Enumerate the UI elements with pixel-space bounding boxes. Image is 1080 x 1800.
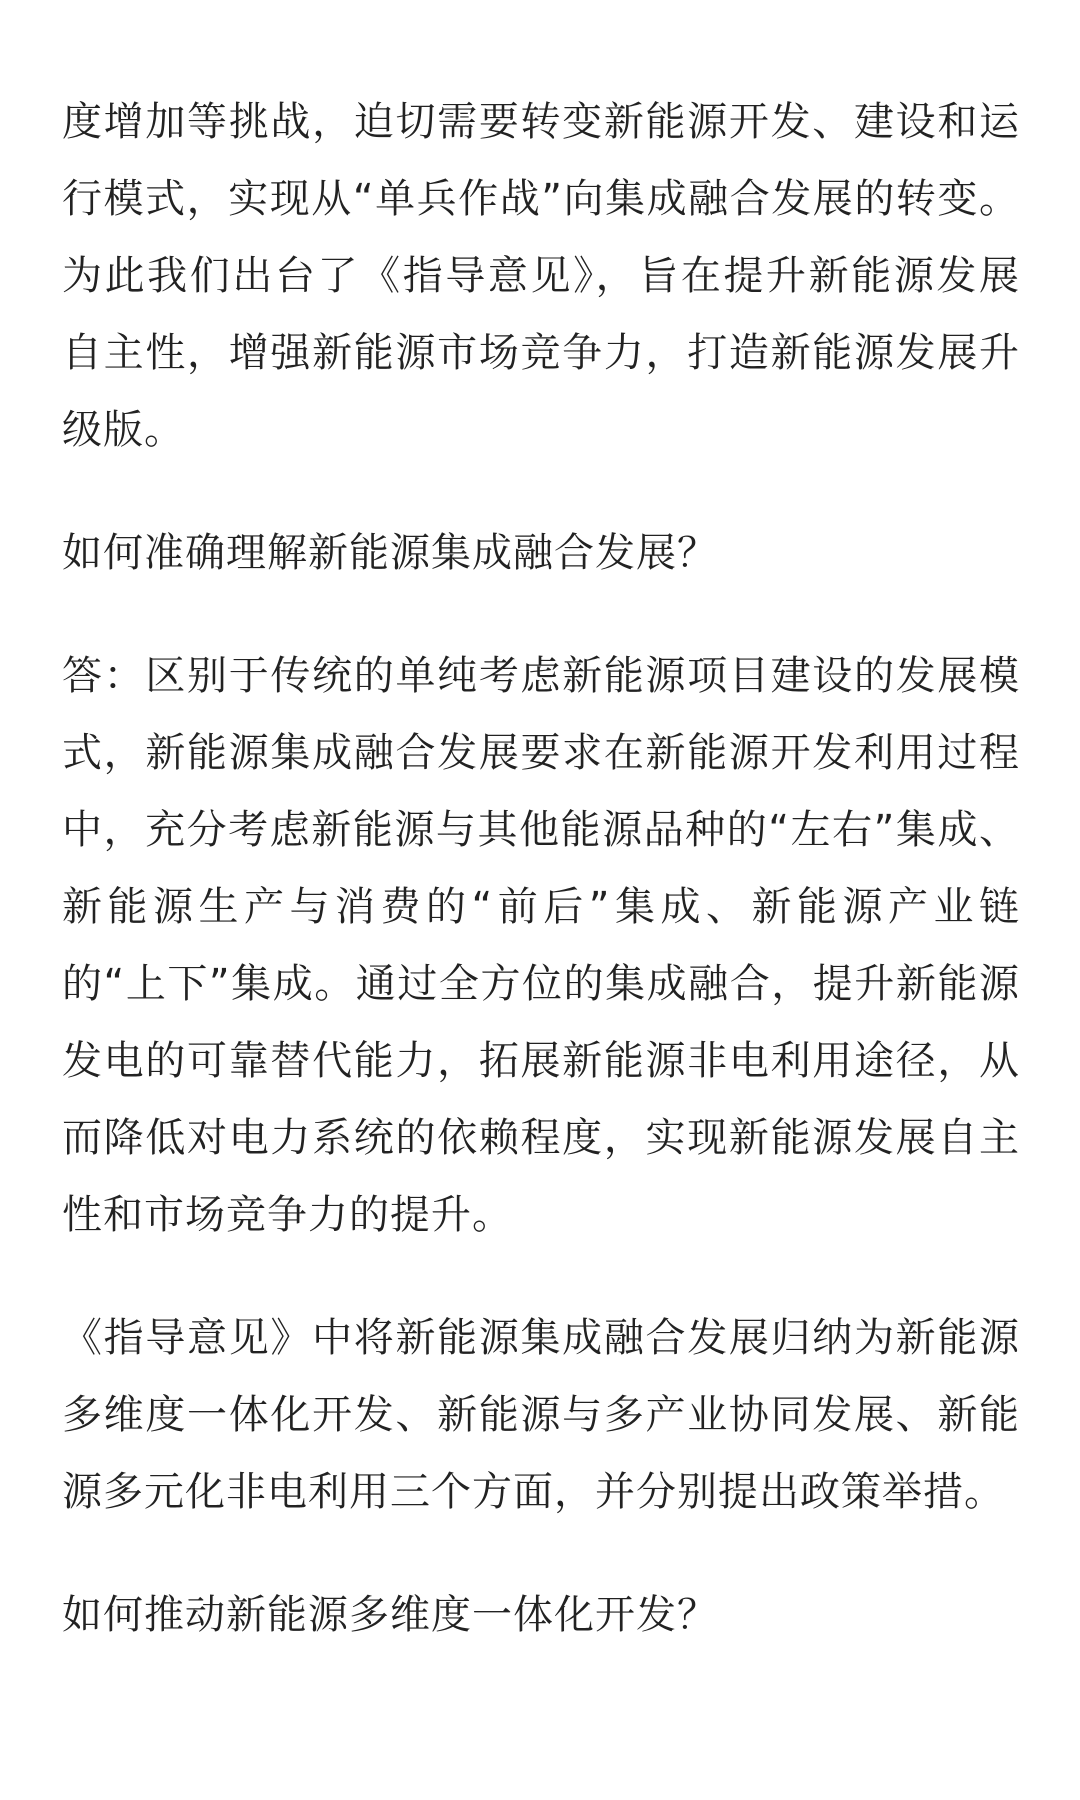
question-heading-understanding: 如何准确理解新能源集成融合发展？	[62, 530, 718, 576]
answer-paragraph: 答：区别于传统的单纯考虑新能源项目建设的发展模式，新能源集成融合发展要求在新能源开发利用过程中，充分考虑新能源与其他能源品种的“左右”集成、新能源生产与消费的“前后”集成、新能源产业链的“上下”集成。通过全方位的集成融合，提升新能源发电的可靠替代能力，拓展新能源非电利用途径，从而降低对电力系统的依赖程度，实现新能源发展自主性和市场竞争力的提升。	[62, 653, 1020, 1238]
paragraph-guidance-summary: 《指导意见》中将新能源集成融合发展归纳为新能源多维度一体化开发、新能源与多产业协同发展、新能源多元化非电利用三个方面，并分别提出政策举措。	[62, 1315, 1020, 1515]
article-body	[62, 84, 1020, 1700]
paragraph-intro-continuation: 度增加等挑战，迫切需要转变新能源开发、建设和运行模式，实现从“单兵作战”向集成融合发展的转变。为此我们出台了《指导意见》，旨在提升新能源发展自主性，增强新能源市场竞争力，打造新能源发展升级版。	[62, 99, 1020, 453]
question-heading-development: 如何推动新能源多维度一体化开发？	[62, 1592, 718, 1638]
